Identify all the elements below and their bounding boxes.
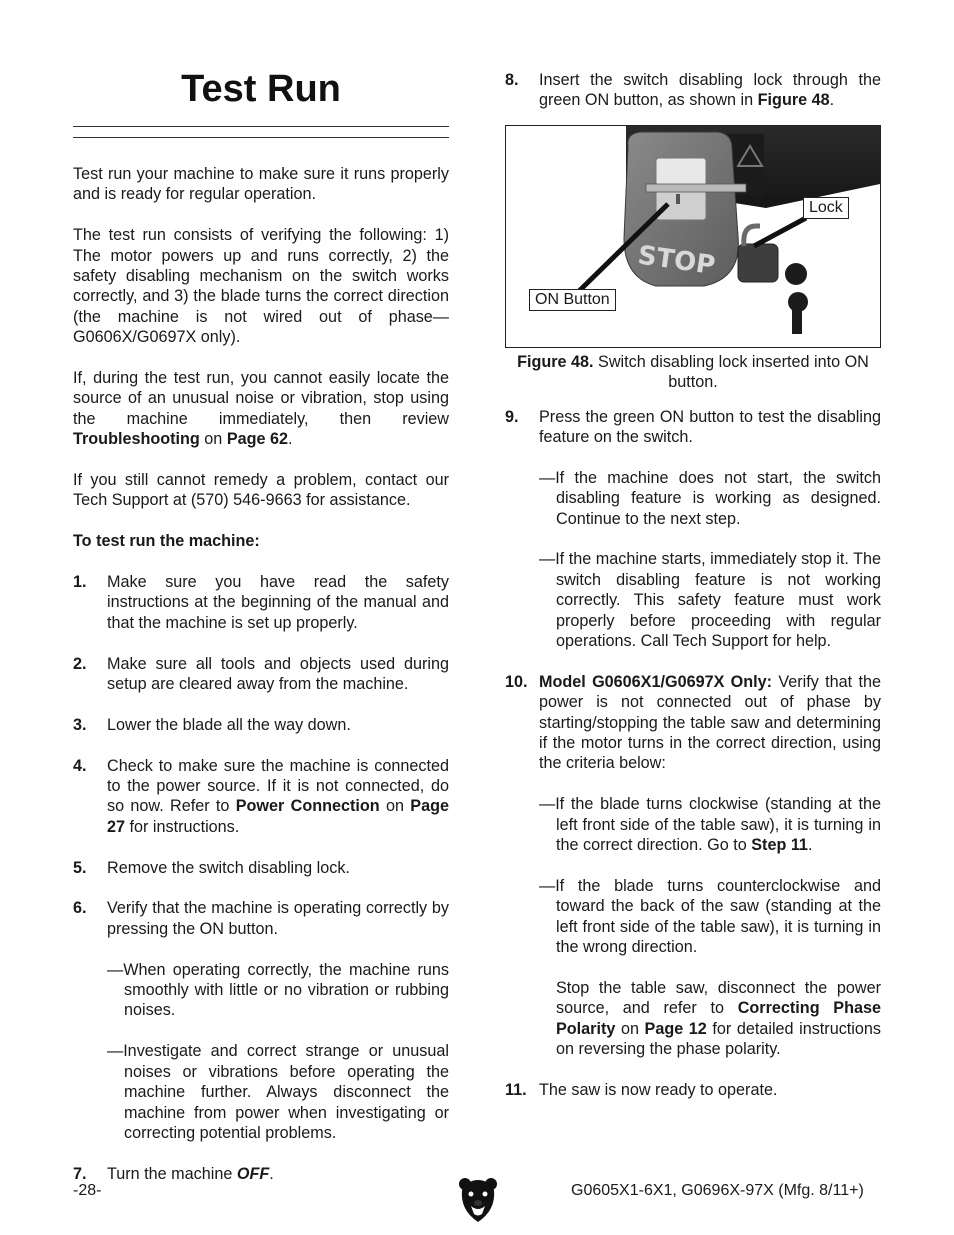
step-10 bbox=[505, 672, 881, 774]
bear-head-logo-icon bbox=[458, 1176, 498, 1224]
step-text: Verify that the machine is operating correctly by pressing the ON button. bbox=[107, 899, 449, 938]
page-12-ref: Page 12 bbox=[644, 1019, 707, 1038]
model-only-label: Model G0606X1/G0697X Only: bbox=[539, 672, 773, 691]
off-emphasis: OFF bbox=[236, 1164, 270, 1183]
step-3 bbox=[73, 715, 449, 735]
step-number: 4. bbox=[73, 756, 87, 775]
step-number: 11. bbox=[505, 1080, 527, 1099]
step-number: 8. bbox=[505, 71, 519, 89]
step10-text: Verify that the power is not connected out of phase by starting/stopping the table saw and determining if the motor turns in the correct direction, using the criteria below: bbox=[539, 672, 881, 773]
step-9-dash-2: —If the machine starts, immediately stop it. The switch disabling feature is not working correctly. This safety feature must work properly before proceeding with regular operations. Call Tech Support for help. bbox=[539, 550, 881, 651]
step-1 bbox=[73, 572, 449, 633]
step-6 bbox=[73, 898, 449, 939]
intro-paragraph-2: The test run consists of verifying the following: 1) The motor powers up and runs correctly, 2) the safety disabling mechanism on the switch works correctly, and 3) the blade turns the correct direction (the machine is not wired out of phase—G0606X/G0697X only). bbox=[73, 226, 449, 347]
step4-on: on bbox=[379, 797, 411, 816]
step-text bbox=[107, 756, 449, 838]
step-10-dash-2: —If the blade turns counterclockwise and toward the back of the saw (standing at the left front side of the table saw), it is turning in the wrong direction. bbox=[539, 876, 881, 957]
step-number: 9. bbox=[505, 407, 519, 426]
step-8 bbox=[505, 70, 881, 111]
step-number: 10. bbox=[505, 672, 528, 691]
step-text bbox=[107, 1164, 449, 1184]
title-rule-top bbox=[73, 126, 449, 127]
page-number: -28- bbox=[73, 1182, 102, 1199]
step10-p-on: on bbox=[615, 1019, 645, 1038]
model-number: G0605X1-6X1, G0696X-97X (Mfg. 8/11+) bbox=[571, 1182, 864, 1199]
caption-label: Figure 48. bbox=[517, 352, 594, 371]
switch-lock-photo bbox=[506, 126, 880, 347]
step-6-dash-1: —When operating correctly, the machine runs smoothly with little or no vibration or rubbing noises. bbox=[107, 960, 449, 1020]
step8-text: Insert the switch disabling lock through the green ON button, as shown in bbox=[539, 71, 881, 110]
step-9 bbox=[505, 407, 881, 448]
step7-text: Turn the machine bbox=[107, 1164, 237, 1183]
step-text: Make sure all tools and objects used during setup are cleared away from the machine. bbox=[107, 654, 449, 694]
step10-dash1-period: . bbox=[807, 836, 813, 855]
right-column bbox=[505, 70, 881, 1100]
step-number: 7. bbox=[73, 1164, 87, 1183]
troubleshooting-ref: Troubleshooting bbox=[73, 430, 200, 449]
step-10-paragraph bbox=[505, 978, 881, 1060]
procedure-subhead: To test run the machine: bbox=[73, 532, 260, 551]
step-11-ref: Step 11 bbox=[751, 836, 808, 855]
intro3-period: . bbox=[288, 430, 293, 449]
step-2 bbox=[73, 654, 449, 695]
step10-dash1-text: —If the blade turns clockwise (standing at the left front side of the table saw), it is turning in the correct direction. Go to bbox=[539, 795, 881, 855]
step4-tail: for instructions. bbox=[125, 817, 240, 836]
step-5 bbox=[73, 858, 449, 878]
power-connection-ref: Power Connection bbox=[235, 797, 380, 816]
step-text: Lower the blade all the way down. bbox=[107, 715, 351, 734]
intro-paragraph-3 bbox=[73, 368, 449, 450]
step-10-dash-1 bbox=[505, 794, 881, 855]
page-title: Test Run bbox=[181, 68, 341, 110]
stop-label: STOP bbox=[635, 240, 717, 281]
step-number: 1. bbox=[73, 573, 87, 592]
step4-text: Check to make sure the machine is connected to the power source. If it is not connected, do so now. Refer to bbox=[107, 756, 449, 816]
step-number: 6. bbox=[73, 899, 87, 918]
step8-period: . bbox=[829, 91, 835, 110]
page-62-ref: Page 62 bbox=[226, 430, 289, 449]
correcting-phase-ref: Correcting Phase Polarity bbox=[556, 999, 881, 1038]
caption-text: Switch disabling lock inserted into ON button. bbox=[593, 352, 869, 392]
callout-on-button: ON Button bbox=[529, 289, 616, 311]
step10-p-tail: for detailed instructions on reversing the phase polarity. bbox=[556, 1019, 881, 1059]
intro3-on: on bbox=[199, 430, 227, 449]
step-text: Remove the switch disabling lock. bbox=[107, 858, 350, 877]
lock-shaft bbox=[646, 184, 746, 192]
step-text bbox=[539, 70, 881, 111]
intro3-text: If, during the test run, you cannot easily locate the source of an unusual noise or vibration, stop using the machine immediately, then review bbox=[73, 369, 449, 428]
step10-p-text: Stop the table saw, disconnect the power source, and refer to bbox=[556, 978, 881, 1018]
callout-lock: Lock bbox=[803, 197, 849, 219]
figure-48 bbox=[505, 125, 881, 348]
step-number: 5. bbox=[73, 858, 87, 877]
step7-period: . bbox=[269, 1164, 274, 1183]
step-text: Make sure you have read the safety instructions at the beginning of the manual and that the machine is set up properly. bbox=[107, 573, 449, 632]
step-7 bbox=[73, 1164, 449, 1184]
figure-48-ref: Figure 48 bbox=[757, 91, 830, 110]
step-9-dash-1: —If the machine does not start, the switch disabling feature is working as designed. Continue to the next step. bbox=[539, 468, 881, 528]
step-6-dash-2: —Investigate and correct strange or unusual noises or vibrations before operating the machine further. Always disconnect the machine from power when investigating or correcting potential problems. bbox=[107, 1042, 449, 1142]
figure-caption bbox=[505, 352, 881, 393]
intro-paragraph-4: If you still cannot remedy a problem, contact our Tech Support at (570) 546-9663 for assistance. bbox=[73, 471, 449, 510]
lock-body bbox=[738, 244, 778, 282]
intro-paragraph-1: Test run your machine to make sure it runs properly and is ready for regular operation. bbox=[73, 165, 449, 204]
page-27-ref: Page 27 bbox=[107, 797, 449, 836]
left-column bbox=[73, 68, 449, 1184]
step-4 bbox=[73, 756, 449, 838]
step-text: Press the green ON button to test the disabling feature on the switch. bbox=[539, 407, 881, 447]
step-text bbox=[539, 672, 881, 774]
step-11 bbox=[505, 1080, 881, 1100]
step-number: 3. bbox=[73, 715, 87, 734]
step-text: The saw is now ready to operate. bbox=[539, 1080, 778, 1099]
on-button-shape bbox=[656, 158, 706, 188]
step-number: 2. bbox=[73, 654, 87, 673]
